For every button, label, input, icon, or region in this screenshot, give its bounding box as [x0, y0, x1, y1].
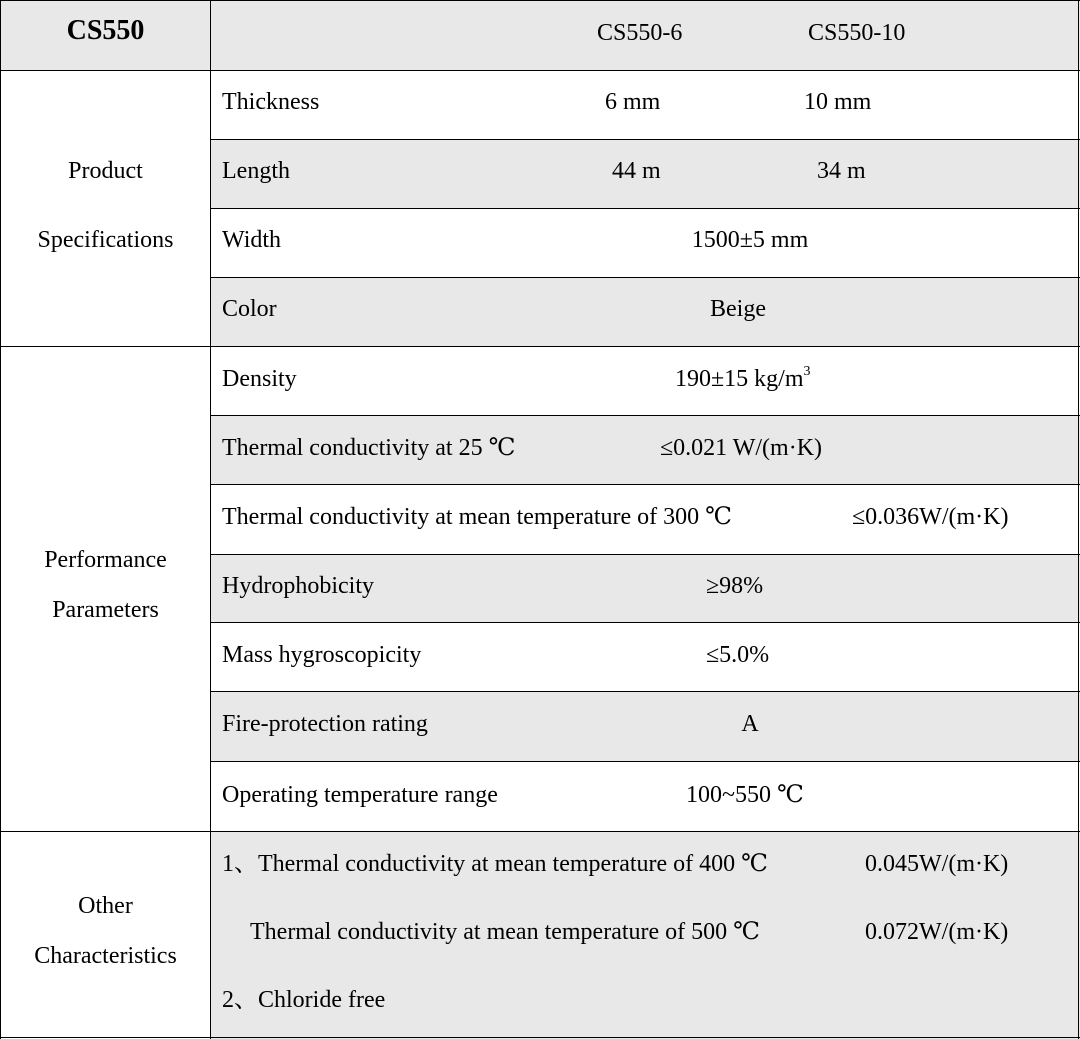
section-label-other: Characteristics [34, 943, 177, 969]
row-label-color: Color [222, 296, 277, 322]
border-left [0, 0, 1, 1039]
column-divider [210, 0, 211, 1039]
row-label-tc25: Thermal conductivity at 25 ℃ [222, 435, 516, 461]
section-label-performance: Performance [44, 547, 167, 573]
value-tc25: ≤0.021 W/(m·K) [660, 435, 823, 461]
section-label-product: Product [68, 158, 143, 184]
row-label-length: Length [222, 158, 290, 184]
value-density-superscript: 3 [803, 364, 811, 379]
divider [211, 761, 1080, 762]
performance-label-bg [0, 347, 211, 832]
value-tc300: ≤0.036W/(m·K) [852, 504, 1009, 530]
value-length-10: 34 m [817, 158, 866, 184]
value-hygroscopicity: ≤5.0% [706, 642, 770, 668]
divider [211, 554, 1080, 555]
row-label-operating-range: Operating temperature range [222, 782, 498, 808]
divider [0, 70, 1080, 71]
row-label-width: Width [222, 227, 282, 253]
column-header-cs550-10: CS550-10 [808, 20, 906, 46]
value-color: Beige [710, 296, 766, 322]
row-label-hydrophobicity: Hydrophobicity [222, 573, 374, 599]
row-bg-width [211, 209, 1080, 278]
other-item-chloride-free: 2、Chloride free [222, 987, 386, 1013]
section-label-performance: Parameters [52, 597, 159, 623]
row-bg-density [211, 347, 1080, 416]
divider [211, 415, 1080, 416]
value-thickness-10: 10 mm [804, 89, 872, 115]
divider [0, 831, 1080, 832]
other-item-tc500: Thermal conductivity at mean temperature of 500 ℃ [250, 919, 760, 945]
row-label-thickness: Thickness [222, 89, 320, 115]
section-label-product: Specifications [37, 227, 174, 253]
divider [211, 691, 1080, 692]
other-label-bg [0, 832, 211, 1039]
value-tc400: 0.045W/(m·K) [865, 851, 1009, 877]
value-tc500: 0.072W/(m·K) [865, 919, 1009, 945]
section-label-other: Other [78, 893, 133, 919]
value-operating-range: 100~550 ℃ [686, 782, 804, 808]
row-label-density: Density [222, 366, 297, 392]
value-fire-rating: A [741, 711, 759, 737]
divider [211, 139, 1080, 140]
value-thickness-6: 6 mm [605, 89, 661, 115]
value-density [675, 365, 811, 397]
row-label-tc300: Thermal conductivity at mean temperature of 300 ℃ [222, 504, 732, 530]
border-right [1078, 0, 1079, 1039]
column-header-cs550-6: CS550-6 [597, 20, 683, 46]
divider [211, 622, 1080, 623]
border-top [0, 0, 1080, 1]
other-item-tc400: 1、Thermal conductivity at mean temperature of 400 ℃ [222, 851, 768, 877]
product-label-bg [0, 71, 211, 347]
border-bottom [0, 1037, 1080, 1038]
value-width: 1500±5 mm [691, 227, 809, 253]
row-label-hygroscopicity: Mass hygroscopicity [222, 642, 422, 668]
row-label-fire-rating: Fire-protection rating [222, 711, 428, 737]
divider [211, 277, 1080, 278]
value-density-text: 190±15 kg/m [675, 366, 804, 392]
table-title: CS550 [66, 15, 145, 46]
divider [0, 346, 1080, 347]
divider [211, 208, 1080, 209]
value-length-6: 44 m [612, 158, 661, 184]
value-hydrophobicity: ≥98% [706, 573, 764, 599]
divider [211, 484, 1080, 485]
